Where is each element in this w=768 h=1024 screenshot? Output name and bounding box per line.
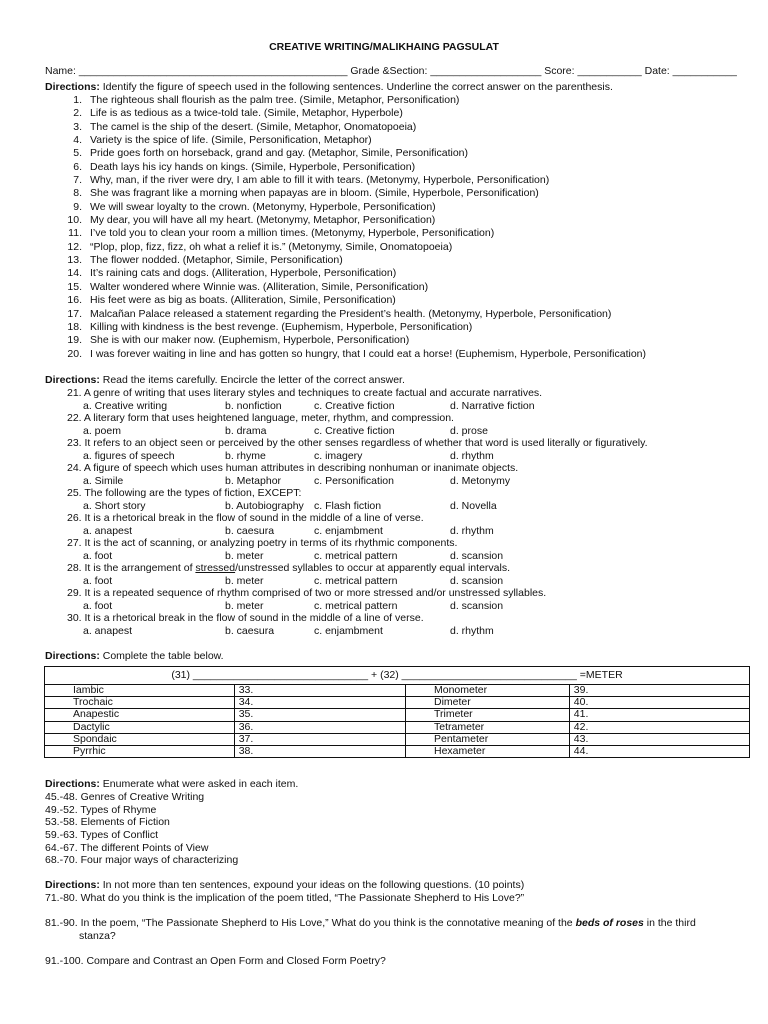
- question-text: Walter wondered where Winnie was. (Alliteration, Simile, Personification): [90, 280, 429, 293]
- meter-answer-cell[interactable]: 40.: [569, 697, 749, 709]
- directions-text: Read the items carefully. Encircle the letter of the correct answer.: [99, 374, 405, 386]
- question-item: [45, 321, 745, 334]
- question-number: 11.: [68, 227, 82, 240]
- option-a[interactable]: a. foot: [83, 599, 113, 612]
- question-text: I’ve told you to clean your room a million times. (Metonymy, Hyperbole, Personification): [90, 227, 495, 240]
- enumeration-item: 53.-58. Elements of Fiction: [45, 816, 170, 829]
- table-row: [45, 709, 750, 721]
- directions-text: Enumerate what were asked in each item.: [99, 778, 299, 790]
- question-text: Death lays his icy hands on kings. (Simile, Hyperbole, Personification): [90, 160, 416, 173]
- directions-text: Complete the table below.: [99, 650, 224, 662]
- mc-options: [45, 575, 745, 588]
- mc-question-stem: 30. It is a rhetorical break in the flow of sound in the middle of a line of verse.: [67, 612, 424, 624]
- question-item: [45, 227, 745, 240]
- mc-question-stem: 25. The following are the types of fiction, EXCEPT:: [67, 487, 302, 499]
- question-text: I was forever waiting in line and has gotten so hungry, that I could eat a horse! (Euphemism, Hyperbole, Personification): [90, 347, 647, 360]
- meter-name: Trimeter: [405, 709, 569, 721]
- mc-options: [45, 425, 745, 438]
- enumeration-item: 45.-48. Genres of Creative Writing: [45, 791, 205, 803]
- question-text: Pride goes forth on horseback, grand and gay. (Metaphor, Simile, Personification): [90, 147, 469, 160]
- foot-name: Dactylic: [45, 721, 235, 733]
- question-item: [45, 187, 745, 200]
- option-d[interactable]: d. rhythm: [450, 524, 494, 537]
- mc-question-stem: 23. It refers to an object seen or perceived by the other senses regardless of whether that word is used literally or figuratively.: [67, 437, 648, 449]
- question-number: 18.: [67, 320, 82, 333]
- directions-label: Directions:: [45, 778, 100, 790]
- table-row: [45, 733, 750, 745]
- option-d[interactable]: d. prose: [450, 424, 488, 437]
- directions-part4: [45, 778, 298, 790]
- option-b[interactable]: b. drama: [225, 424, 267, 437]
- enumeration-item: 49.-52. Types of Rhyme: [45, 803, 157, 816]
- option-c[interactable]: c. Creative fiction: [314, 399, 395, 412]
- mc-options: [45, 625, 745, 638]
- page-title: CREATIVE WRITING/MALIKHAING PAGSULAT: [269, 41, 499, 53]
- option-c[interactable]: c. metrical pattern: [314, 549, 398, 562]
- meter-table: [44, 666, 750, 758]
- option-a[interactable]: a. poem: [83, 424, 121, 437]
- option-b[interactable]: b. meter: [225, 574, 264, 587]
- underlined-word: stressed: [195, 562, 236, 574]
- foot-answer-cell[interactable]: 34.: [234, 697, 405, 709]
- enumeration-item: 64.-67. The different Points of View: [45, 841, 209, 854]
- directions-part5: [45, 879, 524, 891]
- question-item: [45, 214, 745, 227]
- option-b[interactable]: b. meter: [225, 549, 264, 562]
- question-number: 7.: [73, 174, 82, 187]
- question-item: [45, 308, 745, 321]
- meter-name: Pentameter: [405, 733, 569, 745]
- question-text: Why, man, if the river were dry, I am able to fill it with tears. (Metonymy, Hyperbole, Personification): [90, 174, 550, 187]
- option-c[interactable]: c. enjambment: [314, 624, 383, 637]
- emphasis-beds-of-roses: beds of roses: [575, 917, 644, 929]
- question-item: [45, 348, 745, 361]
- foot-answer-cell[interactable]: 35.: [234, 709, 405, 721]
- question-text: The flower nodded. (Metaphor, Simile, Personification): [90, 254, 343, 267]
- option-a[interactable]: a. figures of speech: [83, 449, 175, 462]
- essay-question-71: 71.-80. What do you think is the implication of the poem titled, “The Passionate Shepherd to His Love?”: [45, 892, 525, 904]
- enumeration-item: 68.-70. Four major ways of characterizing: [45, 854, 239, 867]
- mc-question-stem: 21. A genre of writing that uses literary styles and techniques to create factual and accurate narratives.: [67, 387, 543, 399]
- question-number: 20.: [67, 347, 82, 360]
- question-number: 8.: [73, 187, 82, 200]
- option-b[interactable]: b. meter: [225, 599, 264, 612]
- question-text: She is with our maker now. (Euphemism, Hyperbole, Personification): [90, 334, 410, 347]
- question-text: We will swear loyalty to the crown. (Metonymy, Hyperbole, Personification): [90, 200, 436, 213]
- question-text: Life is as tedious as a twice-told tale. (Simile, Metaphor, Hyperbole): [90, 107, 403, 120]
- directions-label: Directions:: [45, 81, 100, 93]
- question-text: My dear, you will have all my heart. (Metonymy, Metaphor, Personification): [90, 214, 436, 227]
- question-text: “Plop, plop, fizz, fizz, oh what a relief it is.” (Metonymy, Simile, Onomatopoeia): [90, 240, 453, 253]
- mc-options: [45, 600, 745, 613]
- option-c[interactable]: c. Personification: [314, 474, 394, 487]
- option-d[interactable]: d. scansion: [450, 549, 504, 562]
- table-row: [45, 721, 750, 733]
- question-item: [45, 254, 745, 267]
- question-item: [45, 161, 745, 174]
- meter-answer-cell[interactable]: 43.: [569, 733, 749, 745]
- question-number: 12.: [67, 240, 82, 253]
- mc-options: [45, 400, 745, 413]
- foot-name: Iambic: [45, 685, 235, 697]
- option-d[interactable]: d. Metonymy: [450, 474, 511, 487]
- mc-options: [45, 525, 745, 538]
- figure-of-speech-list: [45, 94, 745, 361]
- option-b[interactable]: b. Autobiography: [225, 499, 304, 512]
- question-number: 17.: [67, 307, 82, 320]
- option-a[interactable]: a. Short story: [83, 499, 146, 512]
- option-d[interactable]: d. Novella: [450, 499, 497, 512]
- option-a[interactable]: a. anapest: [83, 524, 133, 537]
- question-item: [45, 121, 745, 134]
- question-number: 19.: [67, 334, 82, 347]
- question-text: Variety is the spice of life. (Simile, Personification, Metaphor): [90, 134, 372, 147]
- question-number: 9.: [73, 200, 82, 213]
- question-number: 4.: [73, 134, 82, 147]
- multiple-choice-list: [45, 387, 745, 637]
- mc-question-stem: 26. It is a rhetorical break in the flow of sound in the middle of a line of verse.: [67, 512, 424, 524]
- mc-question-stem: 24. A figure of speech which uses human attributes in describing nonhuman or inanimate objects.: [67, 462, 519, 474]
- meter-table-header: (31) ______________________________ + (32) ______________________________ =METER: [45, 667, 750, 685]
- option-c[interactable]: c. Flash fiction: [314, 499, 382, 512]
- option-b[interactable]: b. Metaphor: [225, 474, 282, 487]
- question-number: 3.: [73, 120, 82, 133]
- question-text: The camel is the ship of the desert. (Simile, Metaphor, Onomatopoeia): [90, 120, 417, 133]
- question-item: [45, 174, 745, 187]
- mc-question-stem: 22. A literary form that uses heightened language, meter, rhythm, and compression.: [67, 412, 454, 424]
- mc-options: [45, 550, 745, 563]
- question-item: [45, 267, 745, 280]
- option-d[interactable]: d. scansion: [450, 574, 504, 587]
- question-number: 1.: [73, 94, 82, 106]
- meter-name: Tetrameter: [405, 721, 569, 733]
- option-a[interactable]: a. foot: [83, 574, 113, 587]
- question-text: She was fragrant like a morning when papayas are in bloom. (Simile, Hyperbole, Personification): [90, 187, 539, 200]
- question-number: 5.: [73, 147, 82, 160]
- option-c[interactable]: c. enjambment: [314, 524, 383, 537]
- meter-answer-cell[interactable]: 42.: [569, 721, 749, 733]
- option-d[interactable]: d. rhythm: [450, 624, 494, 637]
- essay-question-81: 81.-90. In the poem, “The Passionate Shepherd to His Love,” What do you think is the connotative meaning of the beds of roses in the third stanza?: [45, 917, 696, 942]
- question-item: [45, 107, 745, 120]
- meter-name: Dimeter: [405, 697, 569, 709]
- table-row: [45, 685, 750, 697]
- question-item: [45, 281, 745, 294]
- foot-name: Pyrrhic: [45, 746, 235, 758]
- foot-answer-cell[interactable]: 33.: [234, 685, 405, 697]
- enumeration-list: [45, 791, 238, 867]
- meter-answer-cell[interactable]: 39.: [569, 685, 749, 697]
- meter-table-header-row: [45, 667, 750, 685]
- question-item: [45, 241, 745, 254]
- question-number: 6.: [73, 160, 82, 173]
- mc-options: [45, 475, 745, 488]
- option-b[interactable]: b. rhyme: [225, 449, 266, 462]
- question-text: The righteous shall flourish as the palm tree. (Simile, Metaphor, Personification): [90, 94, 460, 106]
- mc-question-stem: 28. It is the arrangement of stressed/unstressed syllables to occur at apparently equal intervals.: [67, 562, 510, 574]
- option-a[interactable]: a. anapest: [83, 624, 133, 637]
- meter-name: Hexameter: [405, 746, 569, 758]
- mc-options: [45, 450, 745, 463]
- option-b[interactable]: b. caesura: [225, 524, 275, 537]
- meter-name: Monometer: [405, 685, 569, 697]
- option-c[interactable]: c. Creative fiction: [314, 424, 395, 437]
- question-text: Killing with kindness is the best revenge. (Euphemism, Hyperbole, Personification): [90, 320, 473, 333]
- foot-name: Anapestic: [45, 709, 235, 721]
- mc-question-stem: 29. It is a repeated sequence of rhythm comprised of two or more stressed and/or unstressed syllables.: [67, 587, 547, 599]
- option-d[interactable]: d. scansion: [450, 599, 504, 612]
- question-item: [45, 94, 745, 107]
- option-a[interactable]: a. foot: [83, 549, 113, 562]
- question-text: Malcañan Palace released a statement regarding the President’s health. (Metonymy, Hyperbole, Personification): [90, 307, 612, 320]
- question-text: His feet were as big as boats. (Alliteration, Simile, Personification): [90, 294, 396, 307]
- question-number: 14.: [67, 267, 82, 280]
- foot-name: Spondaic: [45, 733, 235, 745]
- directions-part1: [45, 81, 613, 93]
- meter-answer-cell[interactable]: 44.: [569, 746, 749, 758]
- name-grade-score-date-line: Name: ______________________________________________ Grade &Section: ___________________ Score: ___________ Date: ___________: [45, 65, 737, 77]
- question-number: 2.: [73, 107, 82, 120]
- directions-part3: [45, 650, 224, 662]
- option-a[interactable]: a. Creative writing: [83, 399, 168, 412]
- directions-label: Directions:: [45, 879, 100, 891]
- question-number: 15.: [67, 280, 82, 293]
- option-c[interactable]: c. metrical pattern: [314, 599, 398, 612]
- enumeration-item: 59.-63. Types of Conflict: [45, 829, 159, 842]
- option-c[interactable]: c. metrical pattern: [314, 574, 398, 587]
- option-d[interactable]: d. Narrative fiction: [450, 399, 535, 412]
- question-item: [45, 201, 745, 214]
- directions-text: In not more than ten sentences, expound your ideas on the following questions. (10 points): [99, 879, 525, 891]
- option-d[interactable]: d. rhythm: [450, 449, 494, 462]
- question-number: 13.: [67, 254, 82, 267]
- foot-answer-cell[interactable]: 36.: [234, 721, 405, 733]
- mc-question-stem: 27. It is the act of scanning, or analyzing poetry in terms of its rhythmic components.: [67, 537, 458, 549]
- directions-label: Directions:: [45, 650, 100, 662]
- table-row: [45, 697, 750, 709]
- question-item: [45, 294, 745, 307]
- meter-answer-cell[interactable]: 41.: [569, 709, 749, 721]
- question-item: [45, 134, 745, 147]
- mc-options: [45, 500, 745, 513]
- directions-part2: [45, 374, 405, 386]
- question-item: [45, 147, 745, 160]
- option-b[interactable]: b. nonfiction: [225, 399, 282, 412]
- question-number: 10.: [67, 214, 82, 227]
- question-item: [45, 334, 745, 347]
- directions-text: Identify the figure of speech used in the following sentences. Underline the correct answer on the parenthesis.: [99, 81, 613, 93]
- question-text: It’s raining cats and dogs. (Alliteration, Hyperbole, Personification): [90, 267, 397, 280]
- option-a[interactable]: a. Simile: [83, 474, 124, 487]
- table-row: [45, 746, 750, 758]
- essay-question-91: 91.-100. Compare and Contrast an Open Form and Closed Form Poetry?: [45, 955, 386, 967]
- directions-label: Directions:: [45, 374, 100, 386]
- option-c[interactable]: c. imagery: [314, 449, 363, 462]
- foot-answer-cell[interactable]: 38.: [234, 746, 405, 758]
- question-number: 16.: [67, 294, 82, 307]
- option-b[interactable]: b. caesura: [225, 624, 275, 637]
- foot-answer-cell[interactable]: 37.: [234, 733, 405, 745]
- foot-name: Trochaic: [45, 697, 235, 709]
